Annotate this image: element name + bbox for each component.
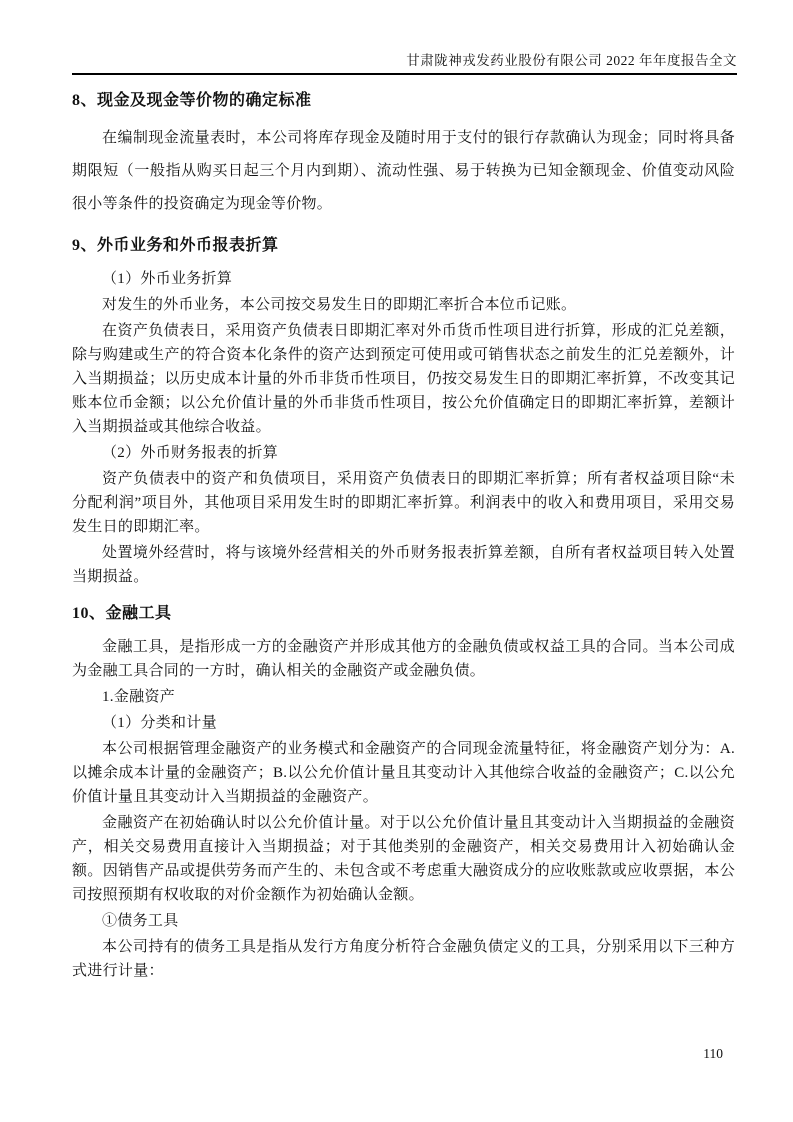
header-title: 甘肃陇神戎发药业股份有限公司 2022 年年度报告全文: [406, 53, 737, 68]
subsection-label: ①债务工具: [102, 913, 179, 929]
paragraph: 金融工具，是指形成一方的金融资产并形成其他方的金融负债或权益工具的合同。当本公司成为金融工具合同的一方时，确认相关的金融资产或金融负债。: [72, 639, 735, 679]
page-header: [72, 52, 737, 75]
document-content: [72, 76, 735, 985]
paragraph: 在编制现金流量表时，本公司将库存现金及随时用于支付的银行存款确认为现金；同时将具备期限短（一般指从购买日起三个月内到期）、流动性强、易于转换为已知金额现金、价值变动风险很小等条件的投资确定为现金等价物。: [72, 130, 735, 212]
paragraph: 在资产负债表日，采用资产负债表日即期汇率对外币货币性项目进行折算，形成的汇兑差额，除与购建或生产的符合资本化条件的资产达到预定可使用或可销售状态之前发生的汇兑差额外，计入当期损益；以历史成本计量的外币非货币性项目，仍按交易发生日的即期汇率折算，不改变其记账本位币金额；以公允价值计量的外币非货币性项目，按公允价值确定日的即期汇率折算，差额计入当期损益或其他综合收益。: [72, 323, 735, 435]
subsection-label: （1）分类和计量: [102, 715, 217, 731]
section-9-heading: 9、外币业务和外币报表折算: [72, 237, 279, 254]
section-8-heading: 8、现金及现金等价物的确定标准: [72, 92, 312, 109]
paragraph: 对发生的外币业务，本公司按交易发生日的即期汇率折合本位币记账。: [102, 297, 577, 313]
paragraph: 本公司持有的债务工具是指从发行方角度分析符合金融负债定义的工具，分别采用以下三种方式进行计量：: [72, 939, 735, 979]
subsection-label: 1.金融资产: [102, 689, 176, 705]
page-number: 110: [703, 1046, 723, 1061]
paragraph: 资产负债表中的资产和负债项目，采用资产负债表日的即期汇率折算；所有者权益项目除“未分配利润”项目外，其他项目采用发生时的即期汇率折算。利润表中的收入和费用项目，采用交易发生日的即期汇率。: [72, 471, 735, 535]
section-10-heading: 10、金融工具: [72, 605, 172, 622]
subsection-label: （2）外币财务报表的折算: [102, 445, 279, 461]
paragraph: 本公司根据管理金融资产的业务模式和金融资产的合同现金流量特征，将金融资产划分为：A.以摊余成本计量的金融资产；B.以公允价值计量且其变动计入其他综合收益的金融资产；C.以公允价值计量且其变动计入当期损益的金融资产。: [72, 741, 735, 805]
paragraph: 金融资产在初始确认时以公允价值计量。对于以公允价值计量且其变动计入当期损益的金融资产，相关交易费用直接计入当期损益；对于其他类别的金融资产，相关交易费用计入初始确认金额。因销售产品或提供劳务而产生的、未包含或不考虑重大融资成分的应收账款或应收票据，本公司按照预期有权收取的对价金额作为初始确认金额。: [72, 815, 735, 903]
paragraph: 处置境外经营时，将与该境外经营相关的外币财务报表折算差额，自所有者权益项目转入处置当期损益。: [72, 545, 735, 585]
subsection-label: （1）外币业务折算: [102, 271, 233, 287]
